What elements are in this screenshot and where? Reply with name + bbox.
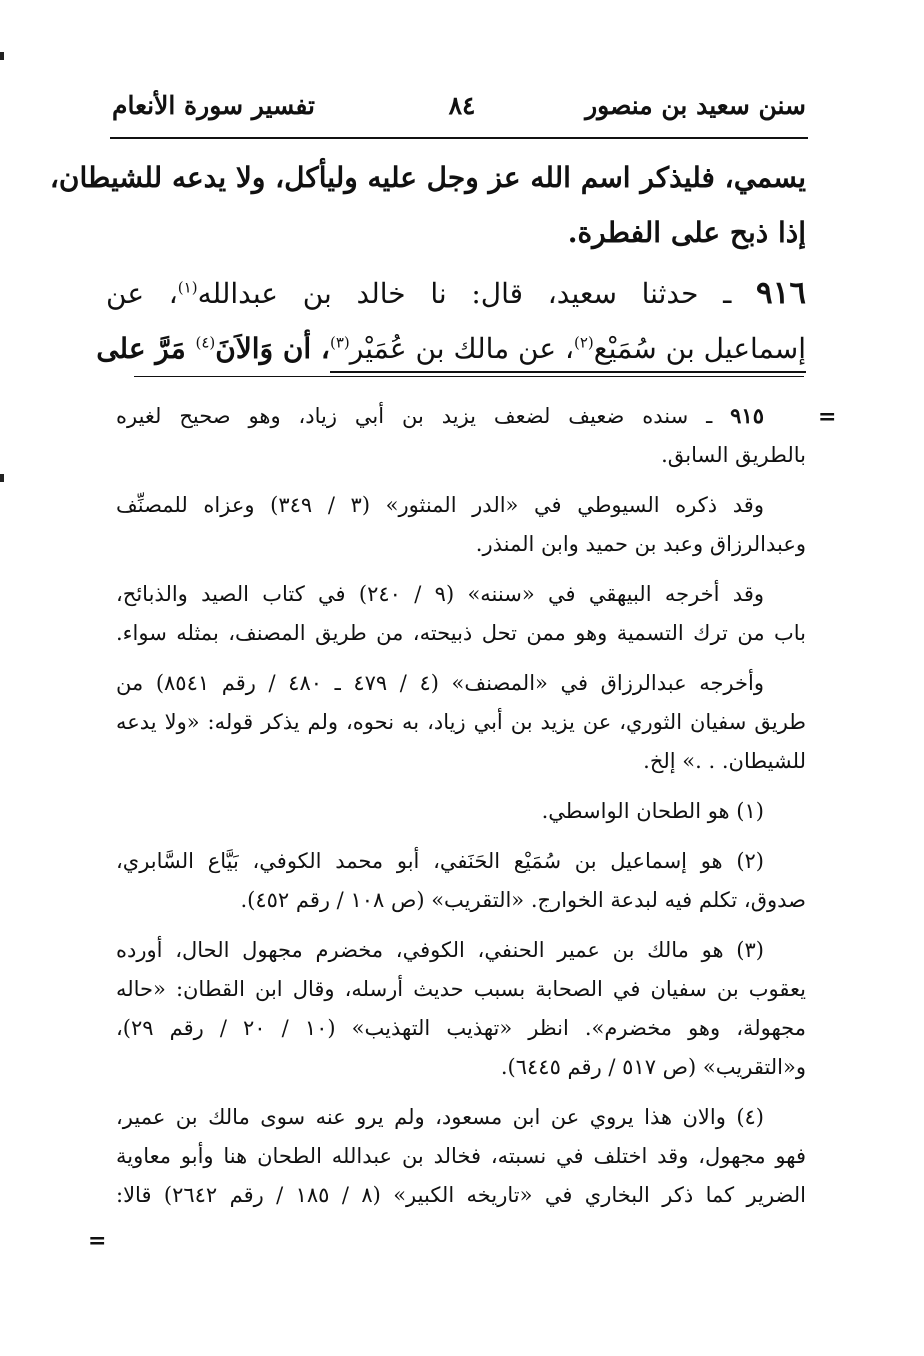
continuation-mark-left: = (88, 1228, 107, 1254)
hadith-916-line-1 (106, 266, 806, 321)
footnote-ref-3: (٣) (329, 333, 350, 352)
footnote-suyuti-line-2: وعبدالرزاق وعبد بن حميد وابن المنذر. (475, 532, 806, 556)
main-line-1: يسمي، فليذكر اسم الله عز وجل عليه وليأكل، ولا يدعه للشيطان، (49, 161, 806, 194)
narrator-walan: ، أن وَالاَنَ (215, 332, 330, 365)
footnote-4-line-1: (٤) والان هذا يروي عن ابن مسعود، ولم يرو عنه سوى مالك بن عمير، (116, 1105, 764, 1129)
footnote-separator (134, 376, 804, 377)
continuation-mark-right: = (818, 404, 837, 430)
header-section-title: تفسير سورة الأنعام (112, 91, 316, 120)
footnote-abdurrazzaq-line-1: وأخرجه عبدالرزاق في «المصنف» (٤ / ٤٧٩ ـ ٤٨٠ / رقم ٨٥٤١) من (116, 671, 764, 695)
header-book-title: سنن سعيد بن منصور (585, 91, 806, 120)
footnote-3-line-1: (٣) هو مالك بن عمير الحنفي، الكوفي، مخضرم مجهول الحال، أورده (116, 938, 764, 962)
header-divider (110, 137, 808, 139)
footnote-4-line-2: فهو مجهول، وقد اختلف في نسبته، فخالد بن عبدالله الطحان هنا وأبو معاوية (116, 1144, 806, 1168)
hadith-916-an: ، عن (106, 277, 178, 310)
main-text (49, 150, 806, 260)
main-line-2: إذا ذبح على الفطرة. (567, 216, 806, 249)
header-page-number: ٨٤ (448, 91, 476, 120)
footnote-ref-2: (٢) (573, 333, 594, 352)
footnote-bayhaqi-line-2: باب من ترك التسمية وهو ممن تحل ذبيحته، من طريق المصنف، بمثله سواء. (116, 621, 806, 645)
narrator-ismail: إسماعيل بن سُمَيْع$^{(٢)}$، عن مالك بن عُمَيْر$^{(٣)}$ (330, 332, 806, 373)
scan-speck (0, 474, 4, 482)
footnotes (116, 396, 806, 1215)
footnote-2-line-2: صدوق، تكلم فيه لبدعة الخوارج. «التقريب» (ص ١٠٨ / رقم ٤٥٢). (240, 888, 806, 912)
scan-speck (0, 52, 4, 60)
footnote-abdurrazzaq-line-3: للشيطان. . .» إلخ. (643, 749, 806, 773)
footnote-915-line-1: ٩١٥ ـ سنده ضعيف لضعف يزيد بن أبي زياد، وهو صحيح لغيره (116, 403, 764, 428)
footnote-3-line-3: مجهولة، وهو مخضرم». انظر «تهذيب التهذيب» (١٠ / ٢٠ / رقم ٢٩)، (116, 1016, 806, 1040)
footnote-ref-4: (٤) (195, 333, 216, 352)
hadith-916-line-2 (96, 321, 806, 376)
footnote-ref-1: (١) (177, 278, 198, 297)
footnote-3-line-2: يعقوب بن سفيان في الصحابة بسبب حديث أرسله، وقال ابن القطان: «حاله (116, 977, 806, 1001)
hadith-916 (96, 266, 806, 376)
footnote-1: (١) هو الطحان الواسطي. (541, 799, 764, 823)
footnote-3-line-4: و«التقريب» (ص ٥١٧ / رقم ٦٤٤٥). (500, 1055, 806, 1079)
hadith-916-matn-start: مَرَّ على (96, 332, 196, 365)
footnote-2-line-1: (٢) هو إسماعيل بن سُمَيْع الحَنَفي، أبو محمد الكوفي، بَيَّاع السَّابري، (116, 849, 764, 873)
footnote-4-line-3: الضرير كما ذكر البخاري في «تاريخه الكبير» (٨ / ١٨٥ / رقم ٢٦٤٢) قالا: (116, 1183, 806, 1207)
footnote-915-line-2: بالطريق السابق. (661, 443, 806, 467)
footnote-915-number: ٩١٥ (730, 403, 764, 428)
hadith-916-isnad-start: ـ حدثنا سعيد، قال: نا خالد بن عبدالله (197, 277, 732, 310)
footnote-suyuti-line-1: وقد ذكره السيوطي في «الدر المنثور» (٣ / ٣٤٩) وعزاه للمصنِّف (116, 493, 764, 517)
footnote-abdurrazzaq-line-2: طريق سفيان الثوري، عن يزيد بن أبي زياد، به نحوه، ولم يذكر قوله: «ولا يدعه (116, 710, 806, 734)
hadith-number: ٩١٦ (756, 275, 806, 311)
footnote-bayhaqi-line-1: وقد أخرجه البيهقي في «سننه» (٩ / ٢٤٠) في كتاب الصيد والذبائح، (116, 582, 764, 606)
